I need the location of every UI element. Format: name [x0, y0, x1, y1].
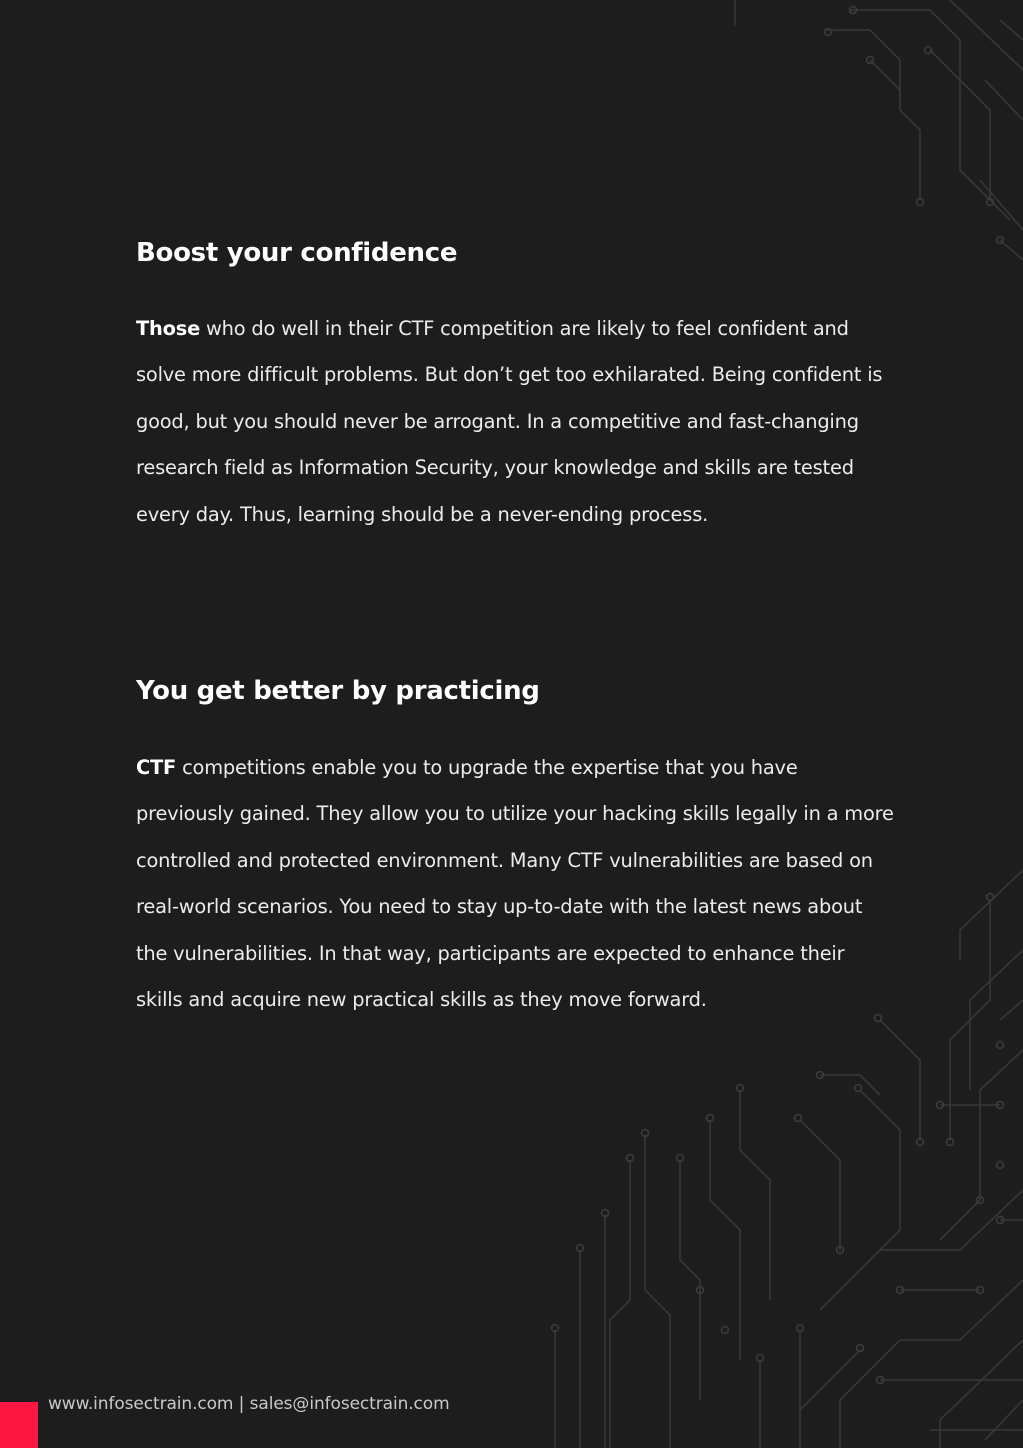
body-text: competitions enable you to upgrade the expertise that you have previously gained. They allow you to utilize your hacking skills legally in a more controlled and protected environment. Many CTF vulnerabilities are based on real-world scenarios. You need to stay up-to-date with the latest news about the vulnerabilities. In that way, participants are expected to enhance their skills and acquire new practical skills as they move forward. [136, 756, 894, 1012]
body-text: who do well in their CTF competition are likely to feel confident and solve more difficult problems. But don’t get too exhilarated. Being confident is good, but you should never be arrogant. In a competitive and fast-changing research field as Information Security, your knowledge and skills are tested every day. Thus, learning should be a never-ending process. [136, 317, 883, 526]
lead-word: CTF [136, 756, 177, 779]
footer-contact: www.infosectrain.com | sales@infosectrain.com [48, 1394, 450, 1414]
section-heading-practicing: You get better by practicing [136, 676, 540, 706]
footer-accent-square [0, 1402, 38, 1448]
section-body-confidence [136, 306, 896, 538]
section-body-practicing [136, 745, 896, 1023]
lead-word: Those [136, 317, 201, 340]
section-heading-confidence: Boost your confidence [136, 238, 458, 268]
